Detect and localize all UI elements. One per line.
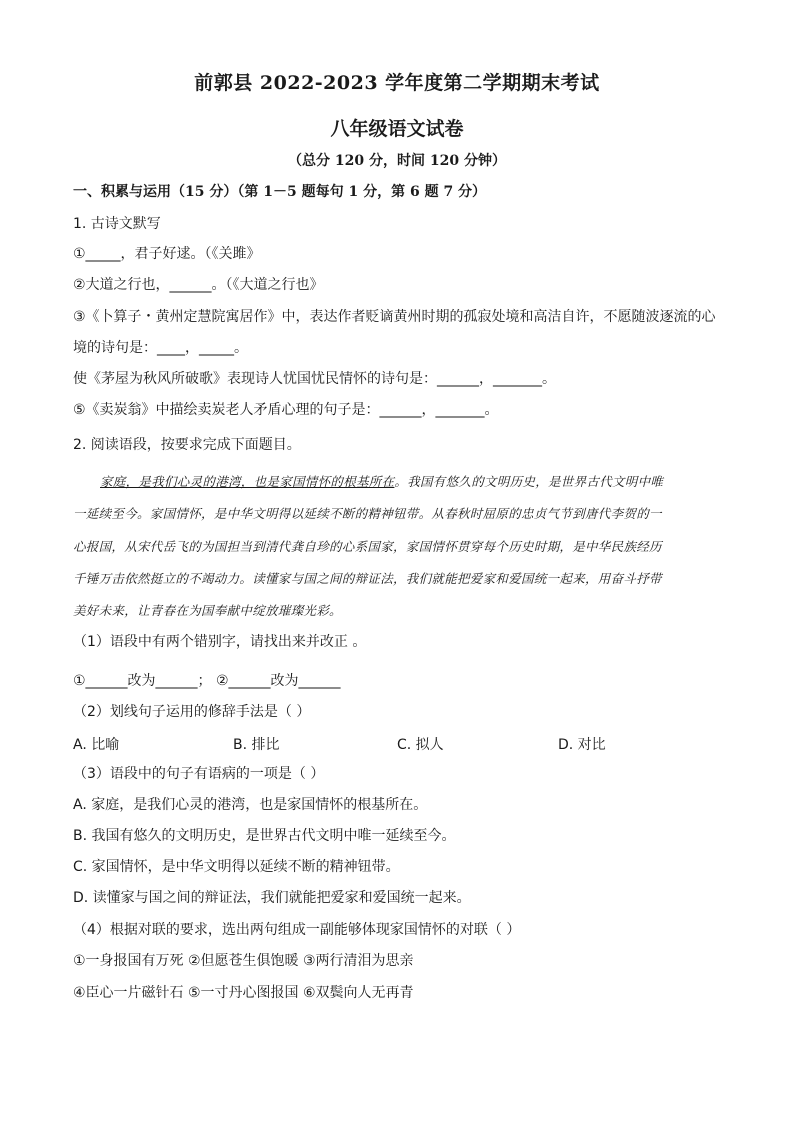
subq-1-blanks: ①______改为______； ②______改为______ <box>73 673 341 689</box>
passage-line-3: 心报国，从宋代岳飞的为国担当到清代龚自珍的心系国家，家国情怀贯穿每个历史时期，是中华民族经历 <box>73 539 662 554</box>
subq-3-b: B. 我国有悠久的文明历史，是世界古代文明中唯一延续至今。 <box>73 828 456 844</box>
q1-line-5: ⑤《卖炭翁》中描绘卖炭老人矛盾心理的句子是：______，_______。 <box>73 402 499 418</box>
q1-title: 1. 古诗文默写 <box>73 216 161 232</box>
couplet-row-1: ①一身报国有万死 ②但愿苍生俱饱暖 ③两行清泪为思亲 <box>73 953 414 969</box>
subq-1: （1）语段中有两个错别字，请找出来并改正 。 <box>73 634 367 650</box>
option-b: B. 排比 <box>233 737 280 753</box>
subq-3-d: D. 读懂家与国之间的辩证法，我们就能把爱家和爱国统一起来。 <box>73 890 471 906</box>
subq-3-c: C. 家国情怀，是中华文明得以延续不断的精神钮带。 <box>73 859 400 875</box>
q1-line-3a: ③《卜算子・黄州定慧院寓居作》中，表达作者贬谪黄州时期的孤寂处境和高洁自许，不愿随波逐流的心 <box>73 309 716 325</box>
q1-line-3b: 境的诗句是：____，_____。 <box>73 340 248 356</box>
option-c: C. 拟人 <box>397 737 444 753</box>
subq-3: （3）语段中的句子有语病的一项是（ ） <box>73 766 325 782</box>
underlined-sentence: 家庭，是我们心灵的港湾，也是家国情怀的根基所在 <box>100 474 395 489</box>
exam-info: （总分 120 分，时间 120 分钟） <box>288 153 506 169</box>
passage-line-4: 千锤万击依然挺立的不竭动力。读懂家与国之间的辩证法，我们就能把爱家和爱国统一起来，用奋斗抒带 <box>73 571 662 586</box>
passage-line-1-rest: 。我国有悠久的文明历史，是世界古代文明中唯 <box>394 474 664 489</box>
option-a: A. 比喻 <box>73 737 120 753</box>
q1-line-1: ①_____，君子好逑。（《关雎》 <box>73 246 261 262</box>
subq-4: （4）根据对联的要求，选出两句组成一副能够体现家国情怀的对联（ ） <box>73 922 521 938</box>
section-heading: 一、积累与运用（15 分）（第 1－5 题每句 1 分，第 6 题 7 分） <box>73 184 487 200</box>
passage-line-2: 一延续至今。家国情怀，是中华文明得以延续不断的精神钮带。从春秋时屈原的忠贞气节到唐代李贺的一 <box>73 506 662 521</box>
couplet-row-2: ④臣心一片磁针石 ⑤一寸丹心图报国 ⑥双鬓向人无再青 <box>73 985 414 1001</box>
q2-title: 2. 阅读语段，按要求完成下面题目。 <box>73 437 301 453</box>
q1-line-4: 使《茅屋为秋风所破歌》表现诗人忧国忧民情怀的诗句是：______，_______。 <box>73 371 556 387</box>
option-d: D. 对比 <box>558 737 606 753</box>
passage-line-5: 美好未来，让青春在为国奉献中绽放璀璨光彩。 <box>73 603 342 618</box>
q1-line-2: ②大道之行也，______。（《大道之行也》 <box>73 277 324 293</box>
subq-2: （2）划线句子运用的修辞手法是（ ） <box>73 704 311 720</box>
subq-3-a: A. 家庭，是我们心灵的港湾，也是家国情怀的根基所在。 <box>73 797 428 813</box>
passage-line-1 <box>100 472 750 490</box>
exam-subtitle: 八年级语文试卷 <box>330 118 464 140</box>
exam-title: 前郭县 2022-2023 学年度第二学期期末考试 <box>194 72 600 94</box>
